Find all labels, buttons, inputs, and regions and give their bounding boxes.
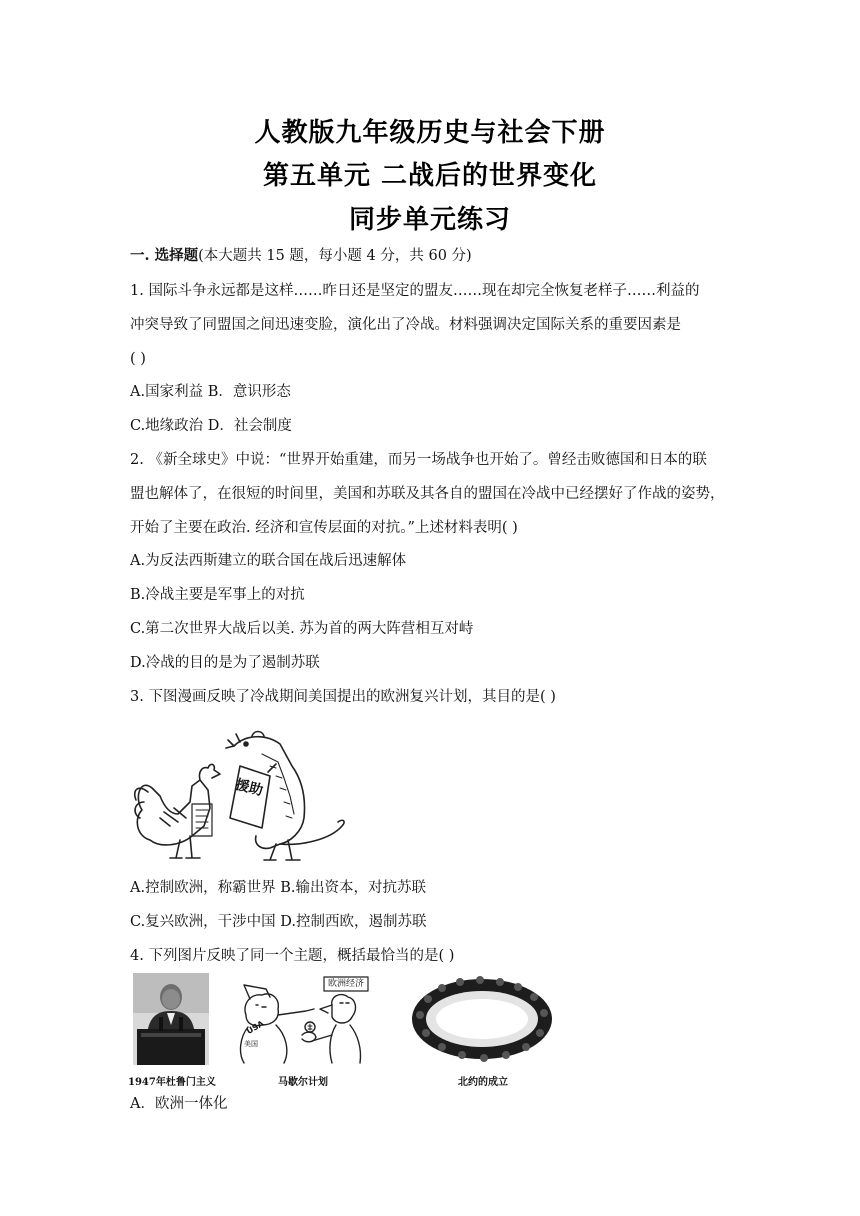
q2-stem-line2: 盟也解体了，在很短的时间里，美国和苏联及其各自的盟国在冷战中已经摆好了作战的姿势，: [130, 486, 725, 502]
img2-sign-text: 欧洲经济: [327, 979, 364, 989]
q2-option-a: A.为反法西斯建立的联合国在战后迅速解体: [130, 553, 407, 569]
q4-option-a: A．欧洲一体化: [130, 1096, 228, 1112]
q3-options-ab: A.控制欧洲，称霸世界 B.输出资本，对抗苏联: [130, 880, 426, 896]
marshall-plan-cartoon: [236, 975, 370, 1067]
q2-stem-line3: 开始了主要在政治. 经济和宣传层面的对抗。”上述材料表明( ): [130, 520, 518, 536]
cartoon-rooster-rat-image: [130, 718, 350, 863]
cartoon-sign-text: 援助: [233, 776, 265, 800]
section-heading-row: [130, 246, 730, 266]
q4-stem-line1: 4. 下列图片反映了同一个主题，概括最恰当的是( ): [130, 948, 455, 964]
q1-options-ab: A.国家利益 B．意识形态: [130, 384, 291, 400]
q1-stem-line2: 冲突导致了同盟国之间迅速变脸，演化出了冷战。材料强调决定国际关系的重要因素是: [130, 317, 681, 333]
q2-option-b: B.冷战主要是军事上的对抗: [130, 587, 305, 603]
doc-title-line2: 第五单元 二战后的世界变化: [262, 161, 598, 191]
q3-stem-line1: 3. 下图漫画反映了冷战期间美国提出的欧洲复兴计划，其目的是( ): [130, 689, 556, 705]
img2-us-label: 美国: [244, 1040, 258, 1048]
nato-founding-photo: [408, 975, 556, 1067]
img3-caption: 北约的成立: [458, 1077, 508, 1088]
img2-caption: 马歇尔计划: [278, 1077, 328, 1088]
q3-options-cd: C.复兴欧洲，干涉中国 D.控制西欧，遏制苏联: [130, 914, 427, 930]
img1-caption: 1947年杜鲁门主义: [128, 1077, 216, 1088]
img2-usa-label: USA: [244, 1018, 266, 1037]
section-note: (本大题共 15 题，每小题 4 分，共 60 分): [198, 248, 472, 264]
q1-options-cd: C.地缘政治 D．社会制度: [130, 418, 292, 434]
q1-stem-line3: ( ): [130, 351, 146, 367]
q2-option-c: C.第二次世界大战后以美. 苏为首的两大阵营相互对峙: [130, 621, 474, 637]
q2-stem-line1: 2. 《新全球史》中说：“世界开始重建，而另一场战争也开始了。曾经击败德国和日本的联: [130, 452, 707, 468]
truman-doctrine-photo: [133, 973, 209, 1065]
q1-stem-line1: 1. 国际斗争永远都是这样……昨日还是坚定的盟友……现在却完全恢复老样子……利益的: [130, 283, 700, 299]
doc-title-line3: 同步单元练习: [348, 205, 511, 235]
doc-title-line1: 人教版九年级历史与社会下册: [254, 118, 606, 148]
section-heading: 一. 选择题: [130, 247, 199, 264]
q2-option-d: D.冷战的目的是为了遏制苏联: [130, 655, 320, 671]
